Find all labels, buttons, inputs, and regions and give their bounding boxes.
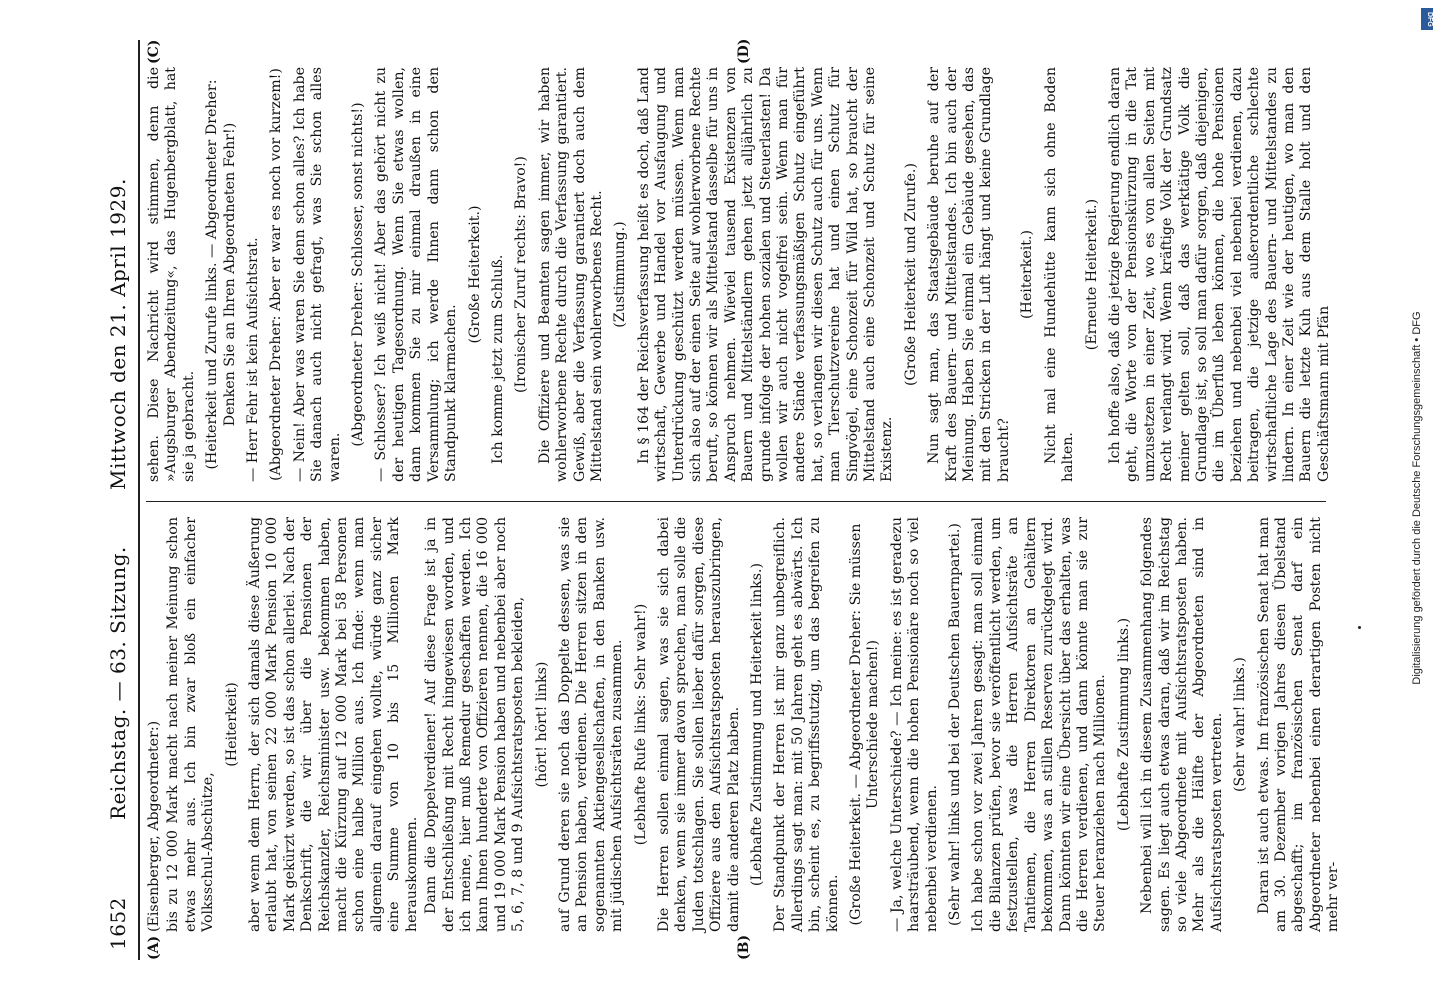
interjection: (Lebhafte Rufe links: Sehr wahr!) xyxy=(632,603,649,846)
paragraph: bis zu 12 000 Mark macht nach meiner Meinung schon etwas mehr aus. Ich bin zwar bloß ein einfacher Volksschul-Abschütze, xyxy=(165,517,217,932)
interjection: (Lebhafte Zustimmung und Heiterkeit links.) xyxy=(749,562,765,887)
interjection: (hört! hört! links) xyxy=(533,661,550,788)
interjection: (Erneute Heiterkeit.) xyxy=(1083,198,1100,351)
credit-text: Digitalisierung gefördert durch die Deutsche Forschungsgemeinschaft • DFG xyxy=(1411,311,1423,685)
interjection: (Heiterkeit.) xyxy=(1019,230,1036,319)
interjection: (Heiterkeit) xyxy=(223,682,240,767)
header-rule xyxy=(138,40,140,960)
running-date: Mittwoch den 21. April 1929. xyxy=(106,178,130,490)
paragraph: Nicht mal eine Hundehütte kann sich ohne Boden halten. xyxy=(1042,67,1077,482)
text-columns xyxy=(146,38,1342,960)
interjection: (Ironischer Zuruf rechts: Bravo!) xyxy=(513,156,530,393)
interjection: (Große Heiterkeit und Zurufe.) xyxy=(902,163,919,386)
interjection: (Heiterkeit und Zurufe links. — Abgeordneter Dreher: Denken Sie an Ihren Abgeordneten Fehr!) xyxy=(204,79,238,470)
margin-marker-c: (C) xyxy=(146,39,162,64)
scan-speck xyxy=(1358,626,1361,629)
interjection: (Lebhafte Zustimmung links.) xyxy=(1115,617,1132,832)
paragraph: Der Standpunkt der Herren ist mir ganz unbegreiflich. Allerdings sagt man: mit 50 Jahren geht es abwärts. Ich bin, scheint es, zu begriffsstutzig, um das begreifen zu können. xyxy=(772,517,841,932)
paragraph: — Nein! Aber was waren Sie denn schon alles? Ich habe Sie danach auch nicht gefragt, was Sie schon alles waren. xyxy=(291,67,343,482)
interjection: (Abgeordneter Dreher: Schlosser, sonst nichts!) xyxy=(350,102,367,447)
digitization-credit xyxy=(1403,10,1431,990)
paragraph: (Eisenberger, Abgeordneter:) xyxy=(146,720,162,932)
paragraph: — Ja, welche Unterschiede? — Ich meine: es ist geradezu haarsträubend, wenn die hohen Pensionäre noch so viel nebenbei verdienen. xyxy=(888,517,940,932)
interjection: (Große Heiterkeit.) xyxy=(466,205,483,344)
paragraph: — Schlosser? Ich weiß nicht! Aber das gehört nicht zu der heutigen Tagesordnung. Wenn Sie etwas wollen, dann kommen Sie zu mir einmal draußen in eine Versammlung; ich werde Ihnen dann schon den Standpunkt klarmachen. xyxy=(373,67,460,482)
paragraph: Ich hoffe also, daß die jetzige Regierung endlich daran geht, die Worte von der Pensionskürzung in die Tat umzusetzen in einer Zeit, wo es von allen Seiten mit Recht verlangt wird. Wenn kräftige Volk der Grundsatz meiner gelten soll, daß das werktätige Volk die Grundlage ist, so soll man dafür sorgen, daß diejenigen, die im Überfluß leben können, die hohe Pensionen beziehen und nebenbei viel nebenbei verdienen, dazu beitragen, die jetzige außerordentliche schlechte wirtschaftliche Lage des Bauern- und Mittelstandes zu lindern. In einer Zeit wie der heutigen, wo man den Bauern die letzte Kuh aus dem Stalle holt und den Geschäftsmann mit Pfän xyxy=(1106,67,1332,482)
page-number: 1652 xyxy=(106,897,130,950)
paragraph: auf Grund deren sie noch das Doppelte dessen, was sie an Pension haben, verdienen. Die Herren sitzen in den sogenannten Aktiengesellschaften, in den Banken usw. mit jüdischen Aufsichtsräten zusammen. xyxy=(556,517,626,932)
paragraph: Nun sagt man, das Staatsgebäude beruhe auf der Kraft des Bauern- und Mittelstandes. Ich bin auch der Meinung. Haben Sie einmal ein Gebäude gesehen, das mit den Stricken in der Luft hängt und keine Grundlage braucht? xyxy=(926,67,1012,482)
paragraph: Daran ist auch etwas. Im französischen Senat hat man am 30. Dezember vorigen Jahres diesen Übelstand abgeschafft; im französischen Senat darf ein Abgeordneter nebenbei einen derartigen Posten nicht mehr ver- xyxy=(1255,517,1342,932)
dfg-logo: DFG xyxy=(1421,8,1433,30)
interjection: (Große Heiterkeit. — Abgeordneter Dreher: Sie müssen Unterschiede machen!) xyxy=(848,523,882,926)
paragraph: Die Herren sollen einmal sagen, was sie sich dabei denken, wenn sie immer davon sprechen, man solle die Juden totschlagen. Sie sollen lieber dafür sorgen, diese Offiziere aus den Aufsichtsratsposten herauszubringen, damit die anderen Platz haben. xyxy=(655,517,742,932)
paragraph: In § 164 der Reichsverfassung heißt es doch, daß Land wirtschaft, Gewerbe und Handel vor Ausfaugung und Unterdrückung geschützt werden müssen. Wenn man sich also auf der einen Seite auf wohlerworbene Rechte beruft, so können wir als Mittelstand dasselbe für uns in Anspruch nehmen. Wieviel tausend Existenzen von Bauern und Mittelständlern gehen jetzt alljährlich zu grunde infolge der hohen sozialen und Steuerlasten! Da wollen wir auch nicht vogelfrei sein. Wenn man für andere Stände verfassungsmäßigen Schutz eingeführt hat, so verlangen wir diesen Schutz auch für uns. Wenn man Tierschutzvereine hat und einen Schutz für Singvögel, eine Schonzeit für Wild hat, so braucht der Mittelstand auch eine Schonzeit und Schutz für seine Existenz. xyxy=(635,67,896,482)
margin-marker-b: (B) xyxy=(736,934,752,960)
paragraph: Dann die Doppelverdiener! Auf diese Frage ist ja in der Entschließung mit Recht hingewiesen worden, und ich meine, hier muß Remedur geschaffen werden. Ich kann Ihnen hunderte von Offizieren nennen, die 16 000 und 19 000 Mark Pension haben und nebenbei aber noch 5, 6, 7, 8 und 9 Aufsichtsratsposten bekleiden, xyxy=(423,517,527,932)
paragraph: — Herr Fehr ist kein Aufsichtsrat. xyxy=(245,237,262,482)
newspaper-page xyxy=(100,38,1342,960)
margin-marker-a: (A) xyxy=(146,935,162,960)
running-title: Reichstag. — 63. Sitzung. xyxy=(106,546,130,820)
paragraph: aber wenn dem Herrn, der sich damals diese Äußerung erlaubt hat, von seinen 22 000 Mark Pension 10 000 Mark gekürzt werden, so ist das schon allerlei. Nach der Denkschrift, die wir über die Pensionen der Reichskanzler, Reichsminister usw. bekommen haben, macht die Kürzung auf 12 000 Mark bei 58 Personen schon eine halbe Million aus. Ich finde: wenn man allgemein darauf eingehen wollte, würde ganz sicher eine Summe von 10 bis 15 Millionen Mark herauskommen. xyxy=(247,517,420,932)
interjection: (Abgeordneter Dreher: Aber er war es noch vor kurzem!) xyxy=(268,68,285,481)
column-left xyxy=(146,517,1342,932)
paragraph: Ich habe schon vor zwei Jahren gesagt: man soll einmal die Bilanzen prüfen, bevor sie veröffentlicht werden, um festzustellen, was die Herren Aufsichtsräte an Tantiemen, die Herren Direktoren an Gehältern bekommen, was an stillen Reserven zurückgelegt wird. Dann könnten wir eine Übersicht über das erhalten, was die Herren verdienen, und dann könnte man sie zur Steuer heranziehen nach Millionen. xyxy=(970,517,1109,932)
interjection: (Zustimmung.) xyxy=(612,221,629,328)
interjection: (Sehr wahr! links.) xyxy=(1232,657,1249,792)
column-divider xyxy=(146,501,1326,502)
paragraph: Nebenbei will ich in diesem Zusammenhang folgendes sagen. Es liegt auch etwas daran, daß wir im Reichstag so viele Abgeordnete mit Aufsichtsratsposten haben. Mehr als die Hälfte der Abgeordneten sind in Aufsichtsratsposten vertreten. xyxy=(1139,517,1225,932)
interjection: (Sehr wahr! links und bei der Deutschen Bauernpartei.) xyxy=(947,523,964,926)
margin-marker-d: (D) xyxy=(736,38,752,64)
page-header xyxy=(100,40,140,960)
paragraph: Ich komme jetzt zum Schluß. xyxy=(489,254,506,464)
column-right xyxy=(146,67,1332,482)
paragraph: sehen. Diese Nachricht wird stimmen, denn die »Augsburger Abendzeitung«, das Hugenbergblatt, hat sie ja gebracht. xyxy=(146,67,197,482)
paragraph: Die Offiziere und Beamten sagen immer, wir haben wohlerworbene Rechte durch die Verfassung garantiert. Gewiß, aber die Verfassung garantiert doch auch dem Mittelstand sein wohlerworbenes Recht. xyxy=(536,67,605,482)
